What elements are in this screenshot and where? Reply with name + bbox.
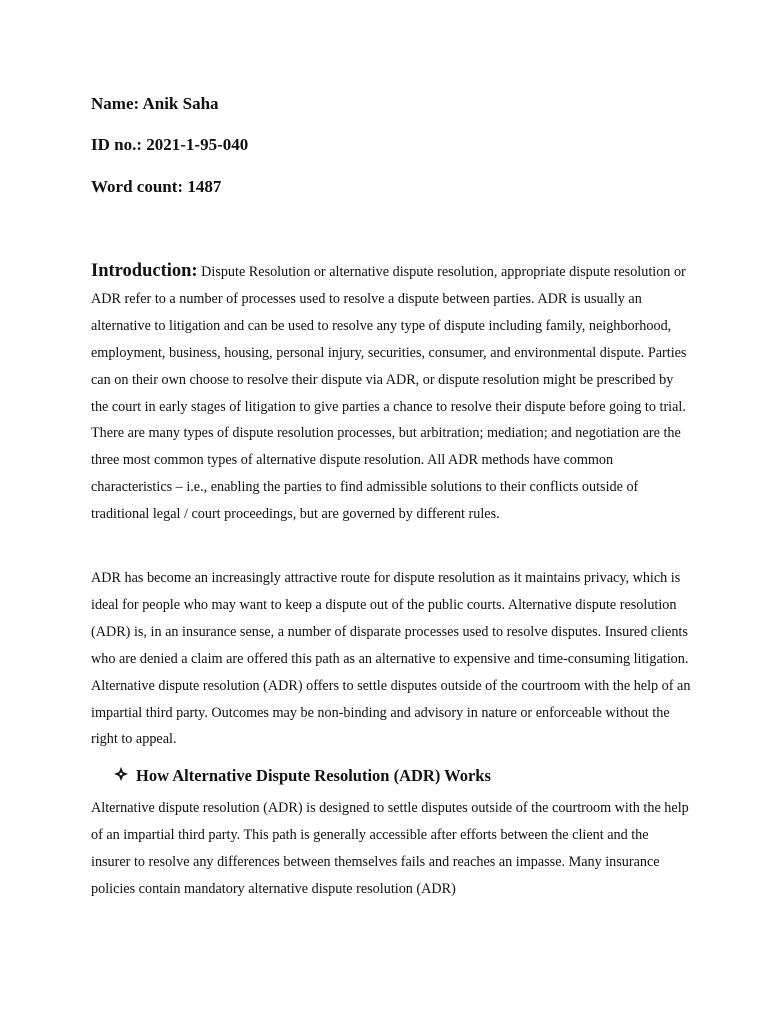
diamond-bullet-icon — [114, 767, 130, 789]
word-count: Word count: 1487 — [91, 177, 222, 196]
section-paragraph: Alternative dispute resolution (ADR) is designed to settle disputes outside of the courtroom with the help of an impartial third party. This path is generally accessible after efforts between the client and the insurer to resolve any differences between themselves fails and reaches an impasse. Many insurance policies contain mandatory alternative dispute resolution (ADR) — [91, 800, 689, 897]
student-id: ID no.: 2021-1-95-040 — [91, 135, 249, 154]
body-paragraph-2: ADR has become an increasingly attractive route for dispute resolution as it maintains privacy, which is ideal for people who may want to keep a dispute out of the public courts. Alternative dispute resolution (ADR) is, in an insurance sense, a number of disparate processes used to resolve disputes. Insured clients who are denied a claim are offered this path as an alternative to expensive and time-consuming litigation. Alternative dispute resolution (ADR) offers to settle disputes outside of the courtroom with the help of an impartial third party. Outcomes may be non-binding and advisory in nature or enforceable without the right to appeal. — [91, 570, 691, 748]
student-name: Name: Anik Saha — [91, 94, 219, 113]
section-heading — [114, 765, 491, 789]
introduction-heading: Introduction: — [91, 261, 198, 281]
introduction-paragraph — [91, 258, 691, 528]
section-heading-text: How Alternative Dispute Resolution (ADR) Works — [136, 766, 491, 785]
introduction-text: Dispute Resolution or alternative dispute resolution, appropriate dispute resolution or ADR refer to a number of processes used to resolve a dispute between parties. ADR is usually an alternative to litigation and can be used to resolve any type of dispute including family, neighborhood, employment, business, housing, personal injury, securities, consumer, and environmental dispute. Parties can on their own choose to resolve their dispute via ADR, or dispute resolution might be prescribed by the court in early stages of litigation to give parties a chance to resolve their dispute before going to trial. There are many types of dispute resolution processes, but arbitration; mediation; and negotiation are the three most common types of alternative dispute resolution. All ADR methods have common characteristics – i.e., enabling the parties to find admissible solutions to their conflicts outside of traditional legal / court proceedings, but are governed by different rules. — [91, 264, 687, 523]
